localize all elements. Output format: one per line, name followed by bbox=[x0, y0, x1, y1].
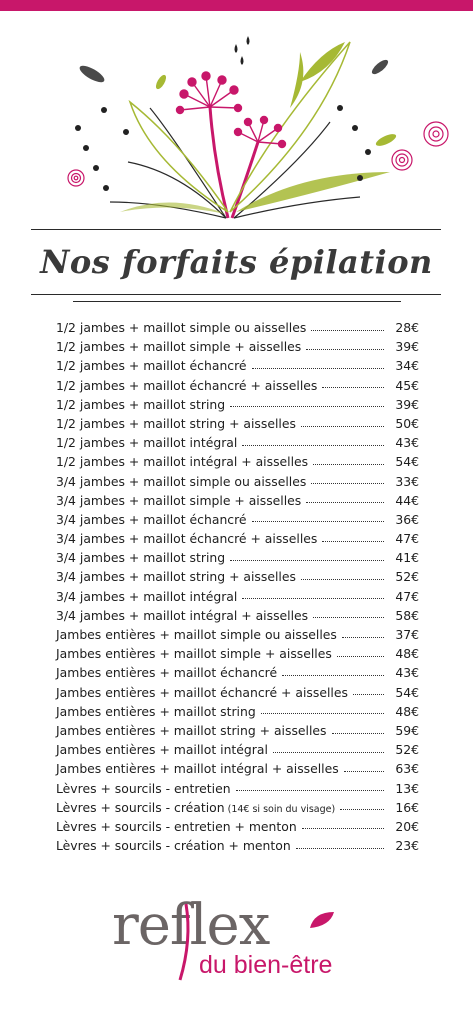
price-row bbox=[56, 836, 419, 855]
service-label: Jambes entières + maillot intégral + aisselles bbox=[56, 761, 339, 777]
drop-icon bbox=[235, 44, 238, 53]
price-row bbox=[56, 414, 419, 433]
dot-leader bbox=[301, 579, 384, 580]
leaf-icon bbox=[77, 63, 106, 86]
service-label: 3/4 jambes + maillot échancré bbox=[56, 511, 247, 527]
service-price: 48€ bbox=[395, 646, 419, 662]
drop-icon bbox=[241, 56, 244, 65]
dot-leader bbox=[301, 426, 384, 427]
price-row bbox=[56, 798, 419, 817]
price-row bbox=[56, 759, 419, 778]
service-label: Jambes entières + maillot string bbox=[56, 703, 256, 719]
service-label: 3/4 jambes + maillot string + aisselles bbox=[56, 569, 296, 585]
floral-illustration bbox=[0, 12, 473, 230]
service-price: 28€ bbox=[395, 320, 419, 335]
brand-name: reflex bbox=[112, 893, 270, 958]
dot-leader bbox=[236, 790, 384, 791]
dot-leader bbox=[242, 445, 384, 446]
service-price: 58€ bbox=[395, 607, 419, 623]
service-label: Jambes entières + maillot string + aisselles bbox=[56, 722, 327, 738]
service-label: 1/2 jambes + maillot simple ou aisselles bbox=[56, 320, 307, 335]
price-row bbox=[56, 702, 419, 721]
title-top-rule bbox=[31, 229, 441, 230]
service-label: Lèvres + sourcils - entretien bbox=[56, 780, 231, 796]
dot-leader bbox=[296, 848, 384, 849]
service-price: 63€ bbox=[395, 761, 419, 777]
service-label: Jambes entières + maillot intégral bbox=[56, 742, 268, 758]
dot-leader bbox=[230, 406, 384, 407]
price-row bbox=[56, 376, 419, 395]
price-row bbox=[56, 606, 419, 625]
service-price: 39€ bbox=[395, 339, 419, 355]
dot-leader bbox=[261, 713, 384, 714]
dot-leader bbox=[322, 541, 384, 542]
service-label: 1/2 jambes + maillot string + aisselles bbox=[56, 415, 296, 431]
price-row bbox=[56, 395, 419, 414]
service-price: 45€ bbox=[395, 377, 419, 393]
price-row bbox=[56, 625, 419, 644]
price-list bbox=[56, 318, 419, 855]
price-row bbox=[56, 740, 419, 759]
service-label: Jambes entières + maillot échancré + aisselles bbox=[56, 684, 348, 700]
service-label: Lèvres + sourcils - création + menton bbox=[56, 838, 291, 854]
price-row bbox=[56, 587, 419, 606]
service-label: Jambes entières + maillot échancré bbox=[56, 665, 278, 681]
price-row bbox=[56, 318, 419, 337]
price-row bbox=[56, 567, 419, 586]
brand-tagline: du bien-être bbox=[199, 951, 333, 979]
dot-leader bbox=[313, 617, 384, 618]
service-label: Lèvres + sourcils - entretien + menton bbox=[56, 818, 297, 834]
service-label: 3/4 jambes + maillot échancré + aisselles bbox=[56, 531, 318, 547]
dot-leader bbox=[230, 560, 384, 561]
top-accent-bar bbox=[0, 0, 473, 11]
service-price: 34€ bbox=[395, 358, 419, 374]
service-price: 59€ bbox=[395, 722, 419, 738]
price-row bbox=[56, 817, 419, 836]
service-price: 44€ bbox=[395, 492, 419, 508]
service-label: 1/2 jambes + maillot échancré + aisselles bbox=[56, 377, 318, 393]
service-price: 47€ bbox=[395, 531, 419, 547]
price-row bbox=[56, 644, 419, 663]
leaf-icon bbox=[154, 73, 168, 90]
service-label: Lèvres + sourcils - création bbox=[56, 799, 225, 815]
dot-leader bbox=[344, 771, 384, 772]
service-label: 1/2 jambes + maillot intégral + aisselles bbox=[56, 454, 309, 470]
price-row bbox=[56, 452, 419, 471]
service-price: 37€ bbox=[395, 627, 419, 642]
dot-leader bbox=[302, 828, 384, 829]
service-label: 1/2 jambes + maillot intégral bbox=[56, 435, 238, 451]
price-row bbox=[56, 337, 419, 356]
service-label: 3/4 jambes + maillot string bbox=[56, 550, 226, 566]
dot-leader bbox=[353, 694, 384, 695]
service-label: Jambes entières + maillot simple + aisselles bbox=[56, 646, 332, 662]
price-row bbox=[56, 683, 419, 702]
service-price: 43€ bbox=[395, 665, 419, 681]
title-bottom-rule bbox=[31, 294, 441, 295]
dot-leader bbox=[313, 464, 384, 465]
service-label: 3/4 jambes + maillot simple ou aisselles bbox=[56, 473, 307, 489]
dot-leader bbox=[342, 637, 384, 638]
title-underline bbox=[73, 301, 401, 302]
service-label: 3/4 jambes + maillot intégral bbox=[56, 588, 238, 604]
service-price: 54€ bbox=[395, 454, 419, 470]
service-price: 16€ bbox=[395, 799, 419, 815]
service-price: 41€ bbox=[395, 550, 419, 566]
service-price: 52€ bbox=[395, 569, 419, 585]
leaf-icon bbox=[374, 132, 397, 149]
price-row bbox=[56, 721, 419, 740]
dot-leader bbox=[311, 330, 384, 331]
price-row bbox=[56, 663, 419, 682]
swash-mark bbox=[170, 900, 200, 984]
dot-leader bbox=[337, 656, 384, 657]
dot-leader bbox=[340, 809, 384, 810]
service-price: 33€ bbox=[395, 473, 419, 489]
drop-icon bbox=[247, 36, 250, 45]
dot-leader bbox=[273, 752, 384, 753]
service-price: 36€ bbox=[395, 511, 419, 527]
dot-leader bbox=[252, 521, 384, 522]
service-label: 1/2 jambes + maillot string bbox=[56, 396, 226, 412]
service-label: 1/2 jambes + maillot simple + aisselles bbox=[56, 339, 302, 355]
dot-leader bbox=[242, 598, 384, 599]
price-row bbox=[56, 433, 419, 452]
price-row bbox=[56, 779, 419, 798]
service-price: 52€ bbox=[395, 742, 419, 758]
leaf-icon bbox=[370, 58, 390, 77]
service-label: 1/2 jambes + maillot échancré bbox=[56, 358, 247, 374]
page-title: Nos forfaits épilation bbox=[40, 243, 433, 281]
dot-leader bbox=[322, 387, 384, 388]
service-price: 48€ bbox=[395, 703, 419, 719]
service-price: 13€ bbox=[395, 780, 419, 796]
dot-leader bbox=[332, 733, 385, 734]
service-price: 43€ bbox=[395, 435, 419, 451]
service-label: 3/4 jambes + maillot intégral + aisselles bbox=[56, 607, 309, 623]
brand-logo bbox=[112, 893, 372, 996]
dot-leader bbox=[252, 368, 384, 369]
service-label: 3/4 jambes + maillot simple + aisselles bbox=[56, 492, 302, 508]
dot-leader bbox=[306, 502, 384, 503]
dot-leader bbox=[282, 675, 384, 676]
service-price: 54€ bbox=[395, 684, 419, 700]
price-row bbox=[56, 548, 419, 567]
service-price: 23€ bbox=[395, 838, 419, 854]
price-row bbox=[56, 510, 419, 529]
service-note: (14€ si soin du visage) bbox=[227, 803, 336, 815]
price-row bbox=[56, 356, 419, 375]
price-row bbox=[56, 472, 419, 491]
service-label: Jambes entières + maillot simple ou aisselles bbox=[56, 627, 337, 642]
dot-leader bbox=[311, 483, 384, 484]
service-price: 50€ bbox=[395, 415, 419, 431]
service-price: 39€ bbox=[395, 396, 419, 412]
dot-leader bbox=[306, 349, 384, 350]
price-row bbox=[56, 491, 419, 510]
price-row bbox=[56, 529, 419, 548]
service-price: 47€ bbox=[395, 588, 419, 604]
service-price: 20€ bbox=[395, 818, 419, 834]
leaf-icon bbox=[308, 910, 336, 930]
